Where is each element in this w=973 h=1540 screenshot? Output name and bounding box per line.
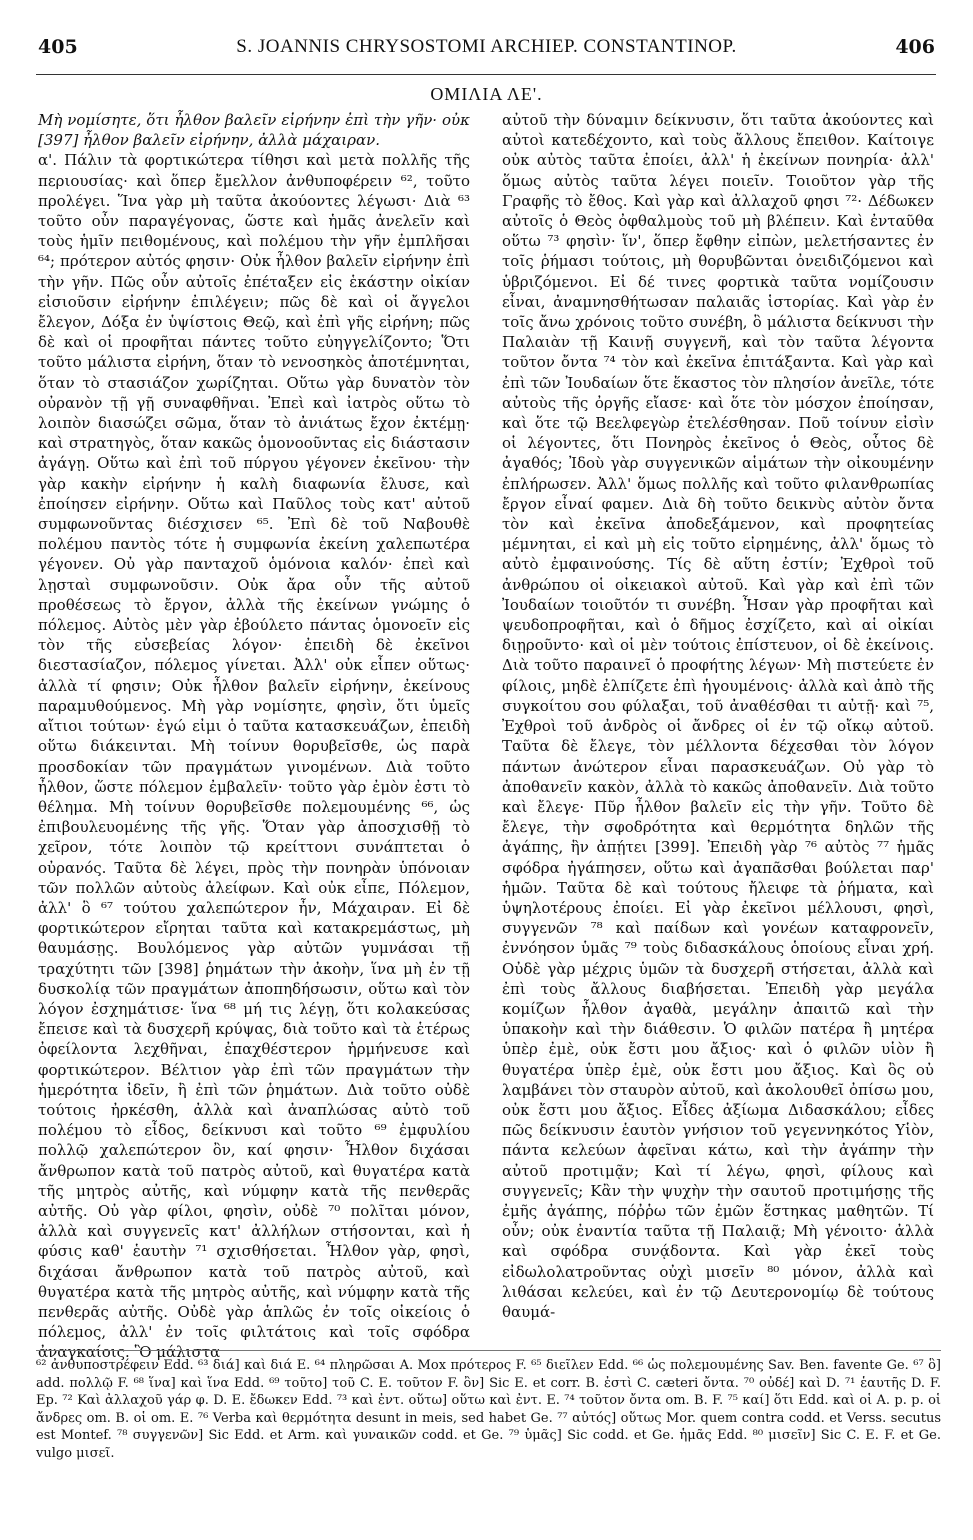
header-rule bbox=[36, 74, 936, 75]
homily-title: ΟΜΙΛΙΑ ΛΕ'. bbox=[430, 84, 543, 104]
running-title: S. JOANNIS CHRYSOSTOMI ARCHIEP. CONSTANTINOP. bbox=[236, 36, 737, 57]
page-number-right: 406 bbox=[895, 36, 935, 58]
left-column-text: α'. Πάλιν τὰ φορτικώτερα τίθησι καὶ μετὰ πολλῆς τῆς περιουσίας· καὶ ὅπερ ἔμελλον ἀνθυποφέρειν ⁶², τοῦτο προλέγει. Ἵνα γὰρ μὴ ταῦτα ἀκούοντες λέγωσι· Διὰ ⁶³ τοῦτο οὖν παραγέγονας, ὥστε καὶ ἡμᾶς ἀνελεῖν καὶ τοὺς ἡμῖν πειθομένους, καὶ πολέμου τὴν γῆν ἐμπλῆσαι ⁶⁴; πρότερον αὐτός φησιν· Οὐκ ἦλθον βαλεῖν εἰρήνην ἐπὶ τὴν γῆν. Πῶς οὖν αὐτοῖς ἐπέταξεν εἰς ἑκάστην οἰκίαν εἰσιοῦσιν εἰρήνην ἐπιλέγειν; πῶς δὲ καὶ οἱ ἄγγελοι ἔλεγον, Δόξα ἐν ὑψίστοις Θεῷ, καὶ ἐπὶ γῆς εἰρήνη; πῶς δὲ καὶ οἱ προφῆται πάντες τοῦτο εὐηγγελίζοντο; Ὅτι τοῦτο μάλιστα εἰρήνη, ὅταν τὸ νενοσηκὸς ἀποτέμνηται, ὅταν τὸ στασιάζον χωρίζηται. Οὕτω γὰρ δυνατὸν τὸν οὐρανὸν τῇ γῇ συναφθῆναι. Ἐπεὶ καὶ ἰατρὸς οὕτω τὸ λοιπὸν διασώζει σῶμα, ὅταν τὸ ἀνιάτως ἔχον ἐκτέμῃ· καὶ στρατηγὸς, ὅταν κακῶς ὁμονοοῦντας εἰς διάστασιν ἀγάγῃ. Οὕτω καὶ ἐπὶ τοῦ πύργου γέγονεν ἐκεῖνου· τὴν γὰρ κακὴν εἰρήνην ἡ καλὴ διαφωνία ἔλυσε, καὶ ἐποίησεν εἰρήνην. Οὕτω καὶ Παῦλος τοὺς κατ' αὐτοῦ συμφωνοῦντας διέσχισεν ⁶⁵. Ἐπὶ δὲ τοῦ Ναβουθὲ πολέμου παντὸς τότε ἡ συμφωνία ἐκείνη χαλεπωτέρα γέγονεν. Οὐ γὰρ πανταχοῦ ὁμόνοια καλόν· ἐπεὶ καὶ λῃσταὶ συμφωνοῦσιν. Οὐκ ἄρα οὖν τῆς αὐτοῦ προθέσεως τὸ ἔργον, ἀλλὰ τῆς ἐκείνων γνώμης ὁ πόλεμος. Αὐτὸς μὲν γὰρ ἐβούλετο πάντας ὁμονοεῖν εἰς τὸν τῆς εὐσεβείας λόγον· ἐπειδὴ δὲ ἐκεῖνοι διεστασίαζον, πόλεμος γίνεται. Ἀλλ' οὐκ εἶπεν οὕτως· ἀλλὰ τί φησιν; Οὐκ ἦλθον βαλεῖν εἰρήνην, ἐκείνους παραμυθούμενος. Μὴ γὰρ νομίσητε, φησὶν, ὅτι ὑμεῖς αἴτιοι τούτων· ἐγώ εἰμι ὁ ταῦτα κατασκευάζων, ἐπειδὴ οὕτω διάκεινται. Μὴ τοίνυν θορυβεῖσθε, ὡς παρὰ προσδοκίαν τῶν πραγμάτων γινομένων. Διὰ τοῦτο ἦλθον, ὥστε πόλεμον ἐμβαλεῖν· τοῦτο γὰρ ἐμὸν ἐστι τὸ θέλημα. Μὴ τοίνυν θορυβεῖσθε πολεμουμένης ⁶⁶, ὡς ἐπιβουλευομένης τῆς γῆς. Ὅταν γὰρ ἀποσχισθῇ τὸ χεῖρον, τότε λοιπὸν τῷ κρείττονι συνάπτεται ὁ οὐρανός. Ταῦτα δὲ λέγει, πρὸς τὴν πονηρὰν ὑπόνοιαν τῶν πολλῶν αὐτοὺς ἀλείφων. Καὶ οὐκ εἶπε, Πόλεμον, ἀλλ' ὃ ⁶⁷ τούτου χαλεπώτερον ἦν, Μάχαιραν. Εἰ δὲ φορτικώτερον εἴρηται ταῦτα καὶ κατακρεμάστως, μὴ θαυμάσῃς. Βουλόμενος γὰρ αὐτῶν γυμνάσαι τῇ τραχύτητι τῶν [398] ῥημάτων τὴν ἀκοὴν, ἵνα μὴ ἐν τῇ δυσκολίᾳ τῶν πραγμάτων ἀποπηδήσωσιν, οὕτω καὶ τὸν λόγον ἐσχημάτισε· ἵνα ⁶⁸ μή τις λέγῃ, ὅτι κολακεύσας ἔπεισε καὶ τὰ δυσχερῆ κρύψας, διὰ τοῦτο καὶ τὰ ἑτέρως ὀφείλοντα λεχθῆναι, ἐπαχθέστερον ἡρμήνευσε καὶ φορτικώτερον. Βέλτιον γὰρ ἐπὶ τῶν πραγμάτων τὴν ἡμερότητα ἰδεῖν, ἢ ἐπὶ τῶν ῥημάτων. Διὰ τοῦτο οὐδὲ τούτοις ἠρκέσθη, ἀλλὰ καὶ ἀναπλώσας αὐτὸ τοῦ πολέμου τὸ εἶδος, δείκνυσι καὶ τοῦτο ⁶⁹ ἐμφυλίου πολλῷ χαλεπώτερον ὂν, καί φησιν· Ἦλθον διχάσαι ἄνθρωπον κατὰ τοῦ πατρὸς αὐτοῦ, καὶ θυγατέρα κατὰ τῆς μητρὸς αὐτῆς, καὶ νύμφην κατὰ τῆς πενθερᾶς αὐτῆς. Οὐ γὰρ φίλοι, φησὶν, οὐδὲ ⁷⁰ πολῖται μόνον, ἀλλὰ καὶ συγγενεῖς κατ' ἀλλήλων στήσονται, καὶ ἡ φύσις καθ' ἑαυτὴν ⁷¹ σχισθήσεται. Ἦλθον γὰρ, φησὶ, διχάσαι ἄνθρωπον κατὰ τοῦ πατρὸς αὐτοῦ, καὶ θυγατέρα κατὰ τῆς μητρὸς αὐτῆς, καὶ νύμφην κατὰ τῆς πενθερᾶς αὐτῆς. Οὐδὲ γὰρ ἁπλῶς ἐν τοῖς οἰκείοις ὁ πόλεμος, ἀλλ' ἐν τοῖς φιλτάτοις καὶ τοῖς σφόδρα ἀναγκαίοις. Ὃ μάλιστα bbox=[38, 151, 470, 1362]
running-head bbox=[0, 30, 973, 64]
footnotes-text: ⁶² ἀνθυποστρέφειν Edd. ⁶³ διά] καὶ διά E. ⁶⁴ πληρῶσαι A. Mox πρότερος F. ⁶⁵ διεῖλεν Edd. ⁶⁶ ὡς πολεμουμένης Sav. Ben. favente Ge. ⁶⁷ ὃ] add. πολλῷ F. ⁶⁸ ἵνα] καὶ ἵνα Edd. ⁶⁹ τοῦτο] τοῦ C. E. τοῦτον F. ὂν] Sic E. et corr. B. ἐστὶ C. cæteri ὄντα. ⁷⁰ οὐδέ] καὶ D. ⁷¹ ἑαυτῆς D. F. Ep. ⁷² Καὶ ἀλλαχοῦ γάρ φ. D. E. ἔδωκεν Edd. ⁷³ καὶ ἐντ. οὕτω] οὕτω καὶ ἐντ. E. ⁷⁴ τοῦτον ὄντα om. B. F. ⁷⁵ καί] ὅτι Edd. καὶ οἱ A. p. p. οἱ ἄνδρες om. B. οἱ om. E. ⁷⁶ Verba καὶ θερμότητα desunt in meis, sed habet Ge. ⁷⁷ αὐτός] οὕτως Mor. quem contra codd. et Verss. secutus est Montef. ⁷⁸ συγγενῶν] Sic Edd. et Arm. καὶ γυναικῶν codd. et Ge. ⁷⁹ ὑμᾶς] Sic codd. et Ge. ἡμᾶς Edd. ⁸⁰ μισεῖν] Sic C. E. F. et Ge. vulgo μισεῖ. bbox=[36, 1358, 941, 1461]
footnotes bbox=[36, 1350, 941, 1462]
scripture-lemma: Μὴ νομίσητε, ὅτι ἦλθον βαλεῖν εἰρήνην ἐπὶ τὴν γῆν· οὐκ [397] ἦλθον βαλεῖν εἰρήνην, ἀλλὰ μάχαιραν. bbox=[38, 111, 470, 150]
left-column bbox=[38, 110, 470, 1363]
right-column-text: αὐτοῦ τὴν δύναμιν δείκνυσιν, ὅτι ταῦτα ἀκούοντες καὶ αὐτοὶ κατεδέχοντο, καὶ τοὺς ἄλλους ἔπειθον. Καίτοιγε οὐκ αὐτὸς ταῦτα ἐποίει, ἀλλ' ἡ ἐκείνων πονηρία· ἀλλ' ὅμως αὐτὸς ταῦτα λέγει ποιεῖν. Τοιοῦτον γὰρ τῆς Γραφῆς τὸ ἔθος. Καὶ γὰρ καὶ ἀλλαχοῦ φησι ⁷²· Δέδωκεν αὐτοῖς ὁ Θεὸς ὀφθαλμοὺς τοῦ μὴ βλέπειν. Καὶ ἐνταῦθα οὕτω ⁷³ φησὶν· ἵν', ὅπερ ἔφθην εἰπὼν, μελετήσαντες ἐν τοῖς ῥήμασι τούτοις, μὴ θορυβῶνται ὀνειδιζόμενοι καὶ ὑβριζόμενοι. Εἰ δέ τινες φορτικὰ ταῦτα νομίζουσιν εἶναι, ἀναμνησθήτωσαν παλαιᾶς ἱστορίας. Καὶ γὰρ ἐν τοῖς ἄνω χρόνοις τοῦτο συνέβη, ὃ μάλιστα δείκνυσι τὴν Παλαιὰν τῇ Καινῇ συγγενῆ, καὶ τὸν ταῦτα λέγοντα τοῦτον ὄντα ⁷⁴ τὸν καὶ ἐκεῖνα ἐπιτάξαντα. Καὶ γὰρ καὶ ἐπὶ τῶν Ἰουδαίων ὅτε ἕκαστος τὸν πλησίον ἀνεῖλε, τότε αὐτοὺς τῆς ὀργῆς εἴασε· καὶ ὅτε τὸν μόσχον ἐποίησαν, καὶ ὅτε τῷ Βεελφεγὼρ ἐτελέσθησαν. Ποῦ τοίνυν εἰσὶν οἱ λέγοντες, ὅτι Πονηρὸς ἐκεῖνος ὁ Θεὸς, οὗτος δὲ ἀγαθός; Ἰδοὺ γὰρ συγγενικῶν αἱμάτων τὴν οἰκουμένην ἐπλήρωσεν. Ἀλλ' ὅμως πολλῆς καὶ τοῦτο φιλανθρωπίας ἔργον εἶναί φαμεν. Διὰ δὴ τοῦτο δεικνὺς αὐτὸν ὄντα τὸν καὶ ἐκεῖνα ἀποδεξάμενον, καὶ προφητείας μέμνηται, εἰ καὶ μὴ εἰς τοῦτο εἰρημένης, ἀλλ' ὅμως τὸ αὐτὸ ἐμφαινούσης. Τίς δὲ αὕτη ἐστίν; Ἐχθροὶ τοῦ ἀνθρώπου οἱ οἰκειακοὶ αὐτοῦ. Καὶ γὰρ καὶ ἐπὶ τῶν Ἰουδαίων τοιοῦτόν τι συνέβη. Ἦσαν γὰρ προφῆται καὶ ψευδοπροφῆται, καὶ ὁ δῆμος ἐσχίζετο, καὶ αἱ οἰκίαι διῃροῦντο· καὶ οἱ μὲν τούτοις ἐπίστευον, οἱ δὲ ἐκείνοις. Διὰ τοῦτο παραινεῖ ὁ προφήτης λέγων· Μὴ πιστεύετε ἐν φίλοις, μηδὲ ἐλπίζετε ἐπὶ ἡγουμένοις· ἀλλὰ καὶ ἀπὸ τῆς συγκοίτου σου φύλαξαι, τοῦ ἀναθέσθαι τι αὐτῇ· καὶ ⁷⁵, Ἐχθροὶ τοῦ ἀνδρὸς οἱ ἄνδρες οἱ ἐν τῷ οἴκῳ αὐτοῦ. Ταῦτα δὲ ἔλεγε, τὸν μέλλοντα δέχεσθαι τὸν λόγον πάντων ἀνώτερον εἶναι παρασκευάζων. Οὐ γὰρ τὸ ἀποθανεῖν κακὸν, ἀλλὰ τὸ κακῶς ἀποθανεῖν. Διὰ τοῦτο καὶ ἔλεγε· Πῦρ ἦλθον βαλεῖν εἰς τὴν γῆν. Τοῦτο δὲ ἔλεγε, τὴν σφοδρότητα καὶ θερμότητα δηλῶν τῆς ἀγάπης, ἣν ἀπῄτει [399]. Ἐπειδὴ γὰρ ⁷⁶ αὐτὸς ⁷⁷ ἡμᾶς σφόδρα ἠγάπησεν, οὕτω καὶ ἀγαπᾶσθαι βούλεται παρ' ἡμῶν. Ταῦτα δὲ καὶ τούτους ἤλειφε τὰ ῥήματα, καὶ ὑψηλοτέρους ἐποίει. Εἰ γὰρ ἐκεῖνοι μέλλουσι, φησὶ, συγγενῶν ⁷⁸ καὶ παίδων καὶ γονέων καταφρονεῖν, ἐννόησον ὑμᾶς ⁷⁹ τοὺς διδασκάλους ὁποίους εἶναι χρή. Οὐδὲ γὰρ μέχρις ὑμῶν τὰ δυσχερῆ στήσεται, ἀλλὰ καὶ ἐπὶ τοὺς ἄλλους διαβήσεται. Ἐπειδὴ γὰρ μεγάλα κομίζων ἦλθον ἀγαθὰ, μεγάλην ἀπαιτῶ καὶ τὴν ὑπακοὴν καὶ τὴν διάθεσιν. Ὁ φιλῶν πατέρα ἢ μητέρα ὑπὲρ ἐμὲ, οὐκ ἔστι μου ἄξιος· καὶ ὁ φιλῶν υἱὸν ἢ θυγατέρα ὑπὲρ ἐμὲ, οὐκ ἔστι μου ἄξιος. Καὶ ὃς οὐ λαμβάνει τὸν σταυρὸν αὐτοῦ, καὶ ἀκολουθεῖ ὀπίσω μου, οὐκ ἔστι μου ἄξιος. Εἶδες ἀξίωμα Διδασκάλου; εἶδες πῶς δείκνυσιν ἑαυτὸν γνήσιον τοῦ γεγεννηκότος Υἱὸν, πάντα κελεύων ἀφεῖναι κάτω, καὶ τὴν ἀγάπην τὴν αὐτοῦ προτιμᾷν; Καὶ τί λέγω, φησὶ, φίλους καὶ συγγενεῖς; Κἂν τὴν ψυχὴν τὴν σαυτοῦ προτιμήσῃς τῆς ἐμῆς ἀγάπης, πόῤῥω τῶν ἐμῶν ἕστηκας μαθητῶν. Τί οὖν; οὐκ ἐναντία ταῦτα τῇ Παλαιᾷ; Μὴ γένοιτο· ἀλλὰ καὶ σφόδρα συνᾴδοντα. Καὶ γὰρ ἐκεῖ τοὺς εἰδωλολατροῦντας οὐχὶ μισεῖν ⁸⁰ μόνον, ἀλλὰ καὶ λιθάσαι κελεύει, καὶ ἐν τῷ Δευτερονομίῳ δὲ τούτους θαυμά- bbox=[502, 111, 934, 1321]
page-number-left: 405 bbox=[38, 36, 78, 58]
right-column bbox=[502, 110, 934, 1322]
